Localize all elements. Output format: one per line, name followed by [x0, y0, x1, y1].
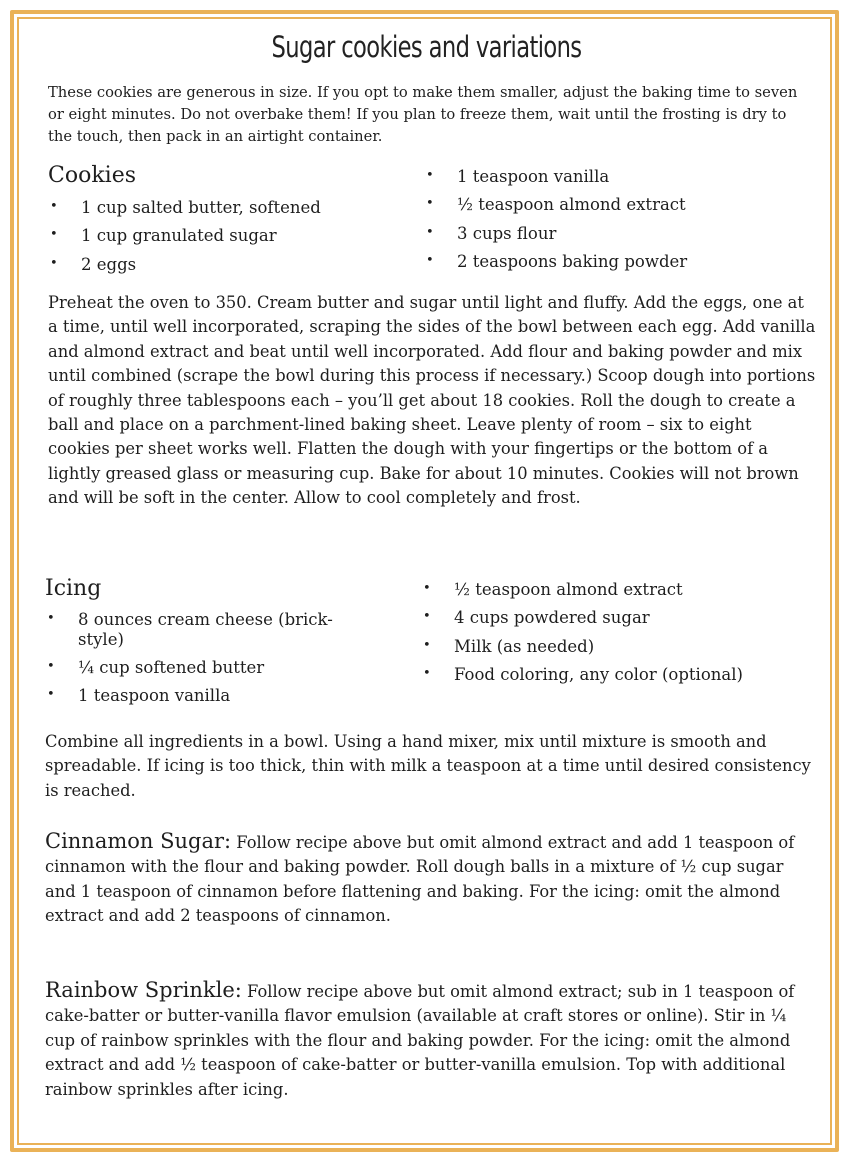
page-title: Sugar cookies and variations: [271, 30, 582, 64]
cookies-heading: Cookies: [48, 163, 136, 188]
list-item: [424, 220, 814, 248]
ingredient-text: ½ teaspoon almond extract: [454, 580, 683, 599]
list-item: [424, 248, 814, 276]
bullet-icon: •: [50, 199, 58, 214]
variation-title: Rainbow Sprinkle:: [45, 978, 242, 1002]
ingredient-text: 1 teaspoon vanilla: [78, 686, 231, 706]
list-item: [48, 222, 388, 250]
ingredient-text: Food coloring, any color (optional): [454, 665, 743, 685]
cookies-directions: Preheat the oven to 350. Cream butter and sugar until light and fluffy. Add the eggs, one at a time, until well incorporated, scraping the sides of the bowl between each egg. Add vanilla and almond extract and beat until well incorporated. Add flour and baking powder and mix until combined (scrape the bowl during this process if necessary.) Scoop dough into portions of roughly three tablespoons each – you’ll get about 18 cookies. Roll the dough to create a ball and place on a parchment-lined baking sheet. Leave plenty of room – six to eight cookies per sheet works well. Flatten the dough with your fingertips or the bottom of a lightly greased glass or measuring cup. Bake for about 10 minutes. Cookies will not brown and will be soft in the center. Allow to cool completely and frost.: [48, 293, 816, 508]
ingredient-text: 2 teaspoons baking powder: [457, 252, 688, 272]
ingredient-text: 2 eggs: [81, 254, 137, 274]
bullet-icon: •: [423, 609, 431, 625]
bullet-icon: •: [423, 637, 431, 653]
ingredient-text: 3 cups flour: [457, 223, 557, 243]
bullet-icon: •: [47, 611, 55, 626]
list-item: [424, 191, 814, 219]
ingredient-text: 1 cup granulated sugar: [81, 226, 277, 246]
bullet-icon: •: [426, 168, 434, 183]
bullet-icon: •: [47, 659, 55, 674]
variation-title: Cinnamon Sugar:: [45, 829, 232, 853]
list-item: [45, 606, 375, 654]
list-item: [421, 633, 821, 661]
icing-ingredients-right: [421, 576, 821, 690]
ingredient-text: 1 teaspoon vanilla: [457, 167, 610, 186]
intro-paragraph: These cookies are generous in size. If you opt to make them smaller, adjust the baking time to seven or eight minutes. Do not overbake them! If you plan to freeze them, wait until the frosting is dry to the touch, then pack in an airtight container.: [48, 84, 798, 145]
bullet-icon: •: [426, 196, 434, 212]
variation-rainbow-sprinkle: [45, 978, 815, 1102]
icing-ingredients-left: [45, 606, 375, 711]
list-item: [45, 654, 375, 682]
bullet-icon: •: [426, 253, 434, 269]
bullet-icon: •: [50, 255, 58, 271]
ingredient-text: 8 ounces cream cheese (brick-style): [78, 610, 333, 649]
list-item: [421, 576, 821, 604]
ingredient-text: ½ teaspoon almond extract: [457, 195, 686, 215]
list-item: [45, 682, 375, 710]
list-item: [424, 163, 814, 191]
ingredient-text: ¼ cup softened butter: [78, 658, 265, 677]
list-item: [421, 604, 821, 632]
variation-text: Follow recipe above but omit almond extract; sub in 1 teaspoon of cake-batter or butter-vanilla flavor emulsion (available at craft stores or online). Stir in ¼ cup of rainbow sprinkles with the flour and baking powder. For the icing: omit the almond extract and add ½ teaspoon of cake-batter or butter-vanilla emulsion. Top with additional rainbow sprinkles after icing.: [45, 982, 795, 1099]
icing-heading: Icing: [45, 576, 102, 601]
variation-cinnamon-sugar: [45, 829, 815, 929]
ingredient-text: 1 cup salted butter, softened: [81, 198, 321, 217]
cookies-ingredients-right: [424, 163, 814, 277]
list-item: [48, 251, 388, 279]
icing-directions: Combine all ingredients in a bowl. Using a hand mixer, mix until mixture is smooth and spreadable. If icing is too thick, thin with milk a teaspoon at a time until desired consistency is reached.: [45, 732, 811, 800]
bullet-icon: •: [426, 224, 434, 240]
bullet-icon: •: [47, 687, 55, 703]
list-item: [48, 194, 388, 222]
bullet-icon: •: [423, 666, 431, 682]
bullet-icon: •: [50, 227, 58, 243]
ingredient-text: 4 cups powdered sugar: [454, 608, 650, 628]
variation-text: Follow recipe above but omit almond extract and add 1 teaspoon of cinnamon with the flour and baking powder. Roll dough balls in a mixture of ½ cup sugar and 1 teaspoon of cinnamon before flattening and baking. For the icing: omit the almond extract and add 2 teaspoons of cinnamon.: [45, 833, 795, 926]
list-item: [421, 661, 821, 689]
ingredient-text: Milk (as needed): [454, 636, 595, 656]
cookies-ingredients-left: [48, 194, 388, 279]
bullet-icon: •: [423, 581, 431, 596]
